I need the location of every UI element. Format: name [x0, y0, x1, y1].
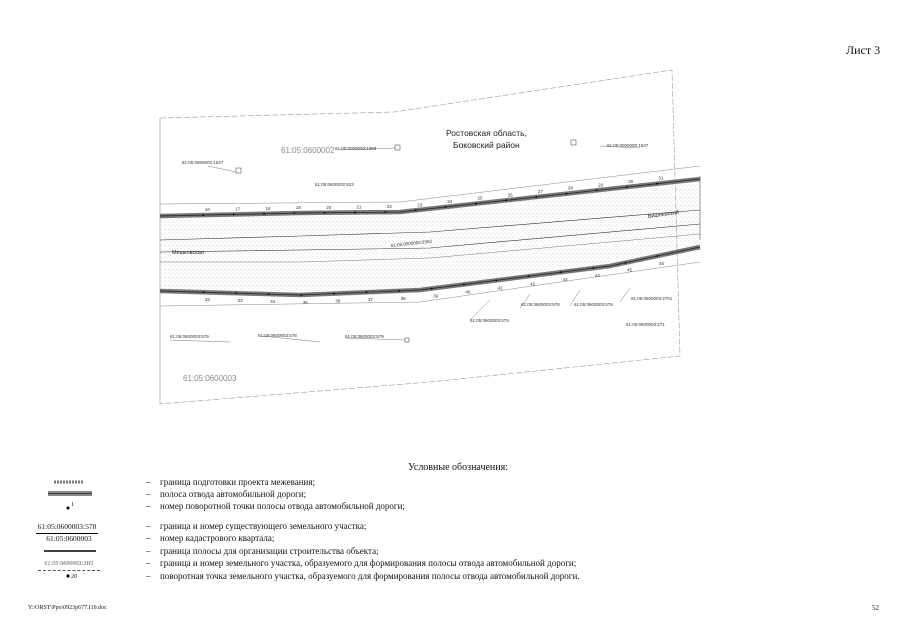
turning-point [233, 214, 235, 216]
quarter-number-icon [38, 532, 100, 544]
turning-point-number: 41 [497, 285, 503, 291]
turning-point-number: 36 [335, 298, 341, 304]
turning-point [235, 292, 237, 294]
turning-point [354, 212, 356, 214]
right-of-way-icon [38, 488, 100, 500]
turning-point [495, 279, 497, 281]
legend-dash: – [146, 521, 151, 531]
parcel-label: 61:05:0600003:579 [345, 334, 384, 339]
parcel-label: 61:05:0600003:578 [521, 302, 560, 307]
footer-page-number: 52 [872, 604, 879, 612]
parcel-box [236, 168, 241, 173]
turning-point [625, 262, 627, 264]
parcel-label: 61:05:0600003:578 [574, 302, 613, 307]
parcel-label: 61:05:0600003:578 [258, 333, 297, 338]
legend-text: граница подготовки проекта межевания; [160, 477, 316, 487]
new-parcel-icon [38, 557, 100, 569]
turning-point [566, 193, 568, 195]
region-line2: Боковский район [453, 140, 520, 150]
parcel-label: 61:05:0600002:623 [315, 182, 354, 187]
turning-point-number: 35 [302, 299, 308, 305]
legend-dash: – [146, 489, 151, 499]
turning-point [293, 212, 295, 214]
legend-symbol-text: 61:05:0600003:578 [36, 521, 98, 534]
legend-dash: – [146, 558, 151, 568]
turning-point-number: 29 [598, 182, 604, 188]
construction-line-icon [38, 545, 100, 557]
legend-text: полоса отвода автомобильной дороги; [160, 489, 307, 499]
turning-point [300, 294, 302, 296]
turning-point [445, 206, 447, 208]
legend-dash: – [146, 546, 151, 556]
parcel-box [395, 145, 400, 150]
turning-point [324, 212, 326, 214]
village-left: Мешковская [172, 250, 204, 256]
turning-point-number: 33 [237, 298, 243, 304]
legend-row-turning-point [38, 500, 758, 512]
turning-point [333, 293, 335, 295]
sheet-number: Лист 3 [846, 43, 881, 57]
legend-symbol-text: 20 [71, 574, 77, 580]
turning-point-number: 23 [417, 202, 423, 208]
region-line1: Ростовская область, [446, 128, 527, 138]
legend-title: Условные обозначения: [408, 462, 509, 473]
legend-text: граница и номер земельного участка, образуемого для формирования полосы отвода автомобильной дороги; [160, 558, 577, 568]
legend-dash: – [146, 477, 151, 487]
turning-point-number: 31 [658, 175, 664, 181]
legend-row-quarter [38, 532, 758, 544]
parcel-box [405, 338, 409, 342]
legend-row-right-of-way [38, 488, 758, 500]
legend-text: граница и номер существующего земельного участка; [160, 521, 367, 531]
turning-point [592, 267, 594, 269]
turning-point [657, 255, 659, 257]
quarter-bottom: 61:05:0600003 [183, 374, 237, 383]
turning-point [463, 284, 465, 286]
turning-point-number: 24 [447, 198, 453, 204]
turning-point-number: 34 [270, 299, 276, 305]
turning-point [626, 186, 628, 188]
turning-point [398, 290, 400, 292]
parcel-label: 61:05:0000000:2362 [390, 238, 433, 248]
turning-point [263, 213, 265, 215]
turning-point [431, 288, 433, 290]
turning-point [596, 189, 598, 191]
turning-point-number: 27 [537, 189, 543, 195]
turning-point-number: 19 [295, 205, 301, 211]
parcel-label: 61:05:0000000:1383 [335, 146, 377, 151]
turning-point-number: 39 [433, 293, 439, 299]
turning-point [528, 275, 530, 277]
turning-point [268, 293, 270, 295]
turning-point [203, 291, 205, 293]
quarter-top: 61:05:0600002 [281, 146, 335, 155]
legend-symbol-text: 61:05:0600003:3Н1 [38, 558, 100, 571]
turning-point [366, 291, 368, 293]
turning-point-number: 16 [204, 207, 210, 213]
turning-point-number: 30 [628, 179, 634, 185]
turning-point-number: 17 [235, 206, 241, 212]
turning-point-number: 46 [658, 260, 664, 266]
turning-point [202, 214, 204, 216]
legend-dash: – [146, 501, 151, 511]
turning-point-number: 21 [356, 204, 362, 210]
turning-point-number: 18 [265, 205, 271, 211]
turning-point-number: 37 [367, 297, 373, 303]
turning-point-number: 26 [507, 192, 513, 198]
village-right: Вишневский [647, 209, 680, 220]
legend-dash: – [146, 571, 151, 581]
legend-row-existing-parcel [38, 520, 758, 532]
turning-point-number: 43 [562, 277, 568, 283]
parcel-number-icon [38, 520, 100, 532]
parcel-label: 61:05:0600003:271 [626, 322, 665, 327]
turning-point-number: 42 [530, 281, 536, 287]
legend-symbol-text: 1 [71, 502, 74, 508]
turning-point-number: 44 [594, 273, 600, 279]
parcel-label: 61:05:0600002:1547 [182, 160, 224, 165]
legend-text: поворотная точка земельного участка, образуемого для формирования полосы отвода автомобильной дороги. [160, 571, 580, 581]
turning-point-number: 32 [204, 297, 210, 303]
turning-point-number: 38 [400, 295, 406, 301]
turning-point [475, 203, 477, 205]
footer-file-path: Y:\ORST\Ppo\0923p677.f19.doc [28, 605, 107, 611]
turning-point [505, 199, 507, 201]
parcel-label: 61:05:0600003:579 [170, 334, 209, 339]
turning-point-number: 28 [567, 185, 573, 191]
legend-text: граница полосы для организации строительства объекта; [160, 546, 379, 556]
turning-point [384, 211, 386, 213]
road-corridor [160, 175, 700, 296]
turning-point [415, 209, 417, 211]
legend-row-boundary [38, 476, 758, 488]
hatched-boundary-icon [38, 476, 100, 488]
turning-point [535, 196, 537, 198]
turning-point-number: 20 [326, 204, 332, 210]
legend-dash: – [146, 533, 151, 543]
turning-point-number: 22 [386, 204, 392, 210]
legend-symbol-text: 61:05:0600003 [46, 534, 92, 543]
parcel-label: 61:05:0600003:2701 [631, 296, 673, 301]
point-icon [38, 500, 100, 512]
turning-point [656, 183, 658, 185]
legend-text: номер поворотной точки полосы отвода автомобильной дороги; [160, 501, 405, 511]
parcel-box [571, 140, 576, 145]
parcel-label: 61:05:0000000:1537 [607, 143, 649, 148]
legend-row-new-parcel [38, 557, 758, 569]
legend-row-new-point [38, 570, 758, 582]
turning-point-number: 45 [627, 267, 633, 273]
turning-point-number: 25 [477, 195, 483, 201]
new-point-icon [38, 570, 100, 582]
turning-point [560, 271, 562, 273]
turning-point-number: 40 [465, 289, 471, 295]
parcel-label: 61:05:0600003:579 [470, 318, 509, 323]
legend-row-construction-strip [38, 545, 758, 557]
legend-text: номер кадастрового квартала; [160, 533, 275, 543]
